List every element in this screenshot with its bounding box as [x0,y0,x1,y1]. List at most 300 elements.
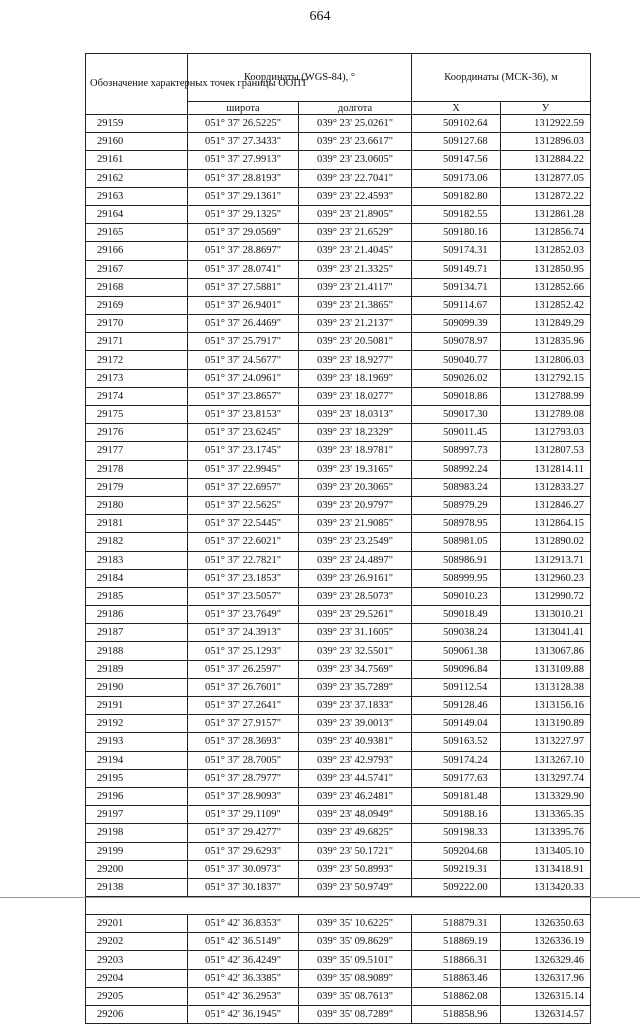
table-row [86,478,591,496]
table-row [86,678,591,696]
longitude-cell: 039° 23' 31.1605" [299,624,412,642]
y-cell: 1312788.99 [501,387,591,405]
point-id-cell: 29205 [86,987,188,1005]
coordinates-table [85,53,591,1024]
table-row [86,697,591,715]
longitude-cell: 039° 35' 09.8629" [299,933,412,951]
latitude-cell: 051° 37' 26.5225" [188,115,299,133]
latitude-cell: 051° 37' 28.8193" [188,169,299,187]
table-row [86,933,591,951]
bottom-rule [0,897,640,898]
table-row [86,115,591,133]
table-row [86,442,591,460]
point-header: Обозначение характерных точек границы ООПТ [86,54,188,115]
y-cell: 1312990.72 [501,587,591,605]
latitude-cell: 051° 37' 29.6293" [188,842,299,860]
longitude-cell: 039° 23' 22.4593" [299,187,412,205]
point-id-cell: 29192 [86,715,188,733]
page-number: 664 [309,9,331,24]
y-cell: 1313190.89 [501,715,591,733]
y-cell: 1313420.33 [501,878,591,896]
table-row [86,242,591,260]
table-row [86,969,591,987]
latitude-cell: 051° 37' 26.2597" [188,660,299,678]
table-row [86,187,591,205]
latitude-cell: 051° 37' 29.4277" [188,824,299,842]
x-header: X [412,102,501,115]
x-cell: 508979.29 [412,496,501,514]
x-cell: 509149.71 [412,260,501,278]
y-cell: 1313418.91 [501,860,591,878]
table-row [86,551,591,569]
y-cell: 1312807.53 [501,442,591,460]
x-cell: 508992.24 [412,460,501,478]
point-id-cell: 29200 [86,860,188,878]
latitude-cell: 051° 37' 27.5881" [188,278,299,296]
table-row [86,424,591,442]
longitude-cell: 039° 23' 21.3865" [299,296,412,314]
wgs-header: Координаты (WGS-84), ° [188,54,412,102]
y-cell: 1312852.66 [501,278,591,296]
latitude-cell: 051° 37' 22.6957" [188,478,299,496]
point-id-cell: 29169 [86,296,188,314]
table-row [86,1006,591,1024]
lat-header: широта [188,102,299,115]
x-cell: 508981.05 [412,533,501,551]
latitude-cell: 051° 37' 29.0569" [188,224,299,242]
table-row [86,151,591,169]
x-cell: 509182.55 [412,205,501,223]
latitude-cell: 051° 37' 26.4469" [188,315,299,333]
x-cell: 509018.86 [412,387,501,405]
section-separator-row [86,897,591,915]
table-row [86,278,591,296]
y-cell: 1313297.74 [501,769,591,787]
point-id-cell: 29138 [86,878,188,896]
x-cell: 509128.46 [412,697,501,715]
x-cell: 509204.68 [412,842,501,860]
latitude-cell: 051° 37' 26.7601" [188,678,299,696]
table-row [86,587,591,605]
latitude-cell: 051° 37' 22.5625" [188,496,299,514]
point-id-cell: 29177 [86,442,188,460]
y-cell: 1313010.21 [501,606,591,624]
table-row [86,133,591,151]
table-row [86,260,591,278]
msk-header: Координаты (МСК-36), м [412,54,591,102]
longitude-cell: 039° 23' 40.9381" [299,733,412,751]
longitude-cell: 039° 23' 18.9277" [299,351,412,369]
x-cell: 508999.95 [412,569,501,587]
table-row [86,915,591,933]
x-cell: 508997.73 [412,442,501,460]
longitude-cell: 039° 23' 28.5073" [299,587,412,605]
table-row [86,987,591,1005]
x-cell: 518869.19 [412,933,501,951]
longitude-cell: 039° 23' 20.3065" [299,478,412,496]
longitude-cell: 039° 35' 08.7613" [299,987,412,1005]
y-cell: 1326329.46 [501,951,591,969]
longitude-cell: 039° 23' 35.7289" [299,678,412,696]
longitude-cell: 039° 23' 49.6825" [299,824,412,842]
latitude-cell: 051° 37' 23.1853" [188,569,299,587]
x-cell: 509127.68 [412,133,501,151]
y-cell: 1312960.23 [501,569,591,587]
table-row [86,533,591,551]
x-cell: 509180.16 [412,224,501,242]
table-row [86,806,591,824]
x-cell: 509181.48 [412,787,501,805]
y-cell: 1313128.38 [501,678,591,696]
longitude-cell: 039° 23' 18.0277" [299,387,412,405]
table-row [86,751,591,769]
x-cell: 509102.64 [412,115,501,133]
y-cell: 1326314.57 [501,1006,591,1024]
table-row [86,715,591,733]
y-cell: 1313405.10 [501,842,591,860]
point-id-cell: 29174 [86,387,188,405]
latitude-cell: 051° 37' 27.3433" [188,133,299,151]
latitude-cell: 051° 37' 28.7977" [188,769,299,787]
longitude-cell: 039° 23' 42.9793" [299,751,412,769]
longitude-cell: 039° 23' 22.7041" [299,169,412,187]
latitude-cell: 051° 37' 23.1745" [188,442,299,460]
table-row [86,315,591,333]
latitude-cell: 051° 37' 28.9093" [188,787,299,805]
latitude-cell: 051° 37' 28.8697" [188,242,299,260]
point-id-cell: 29166 [86,242,188,260]
y-cell: 1312792.15 [501,369,591,387]
point-id-cell: 29197 [86,806,188,824]
latitude-cell: 051° 37' 29.1325" [188,205,299,223]
point-id-cell: 29179 [86,478,188,496]
longitude-cell: 039° 23' 29.5261" [299,606,412,624]
table-row [86,606,591,624]
table-row [86,406,591,424]
latitude-cell: 051° 37' 24.3913" [188,624,299,642]
y-cell: 1312890.02 [501,533,591,551]
longitude-cell: 039° 23' 21.6529" [299,224,412,242]
longitude-cell: 039° 23' 21.2137" [299,315,412,333]
table-row [86,951,591,969]
latitude-cell: 051° 37' 25.1293" [188,642,299,660]
point-id-cell: 29188 [86,642,188,660]
latitude-cell: 051° 37' 23.5057" [188,587,299,605]
x-cell: 509174.31 [412,242,501,260]
longitude-cell: 039° 23' 37.1833" [299,697,412,715]
point-id-cell: 29168 [86,278,188,296]
point-id-cell: 29186 [86,606,188,624]
x-cell: 509188.16 [412,806,501,824]
latitude-cell: 051° 42' 36.3385" [188,969,299,987]
table-row [86,624,591,642]
longitude-cell: 039° 23' 50.1721" [299,842,412,860]
longitude-cell: 039° 23' 19.3165" [299,460,412,478]
latitude-cell: 051° 37' 29.1109" [188,806,299,824]
x-cell: 508983.24 [412,478,501,496]
y-cell: 1326336.19 [501,933,591,951]
latitude-cell: 051° 37' 26.9401" [188,296,299,314]
point-id-cell: 29198 [86,824,188,842]
point-id-cell: 29171 [86,333,188,351]
table-row [86,496,591,514]
point-id-cell: 29195 [86,769,188,787]
x-cell: 509147.56 [412,151,501,169]
latitude-cell: 051° 37' 23.8153" [188,406,299,424]
y-header: У [501,102,591,115]
y-cell: 1313329.90 [501,787,591,805]
y-cell: 1312833.27 [501,478,591,496]
point-id-cell: 29167 [86,260,188,278]
table-row [86,733,591,751]
point-id-cell: 29175 [86,406,188,424]
latitude-cell: 051° 37' 27.9913" [188,151,299,169]
point-id-cell: 29193 [86,733,188,751]
table-row [86,224,591,242]
latitude-cell: 051° 37' 24.0961" [188,369,299,387]
latitude-cell: 051° 37' 22.6021" [188,533,299,551]
x-cell: 509078.97 [412,333,501,351]
table-row [86,369,591,387]
point-id-cell: 29170 [86,315,188,333]
x-cell: 508978.95 [412,515,501,533]
point-id-cell: 29159 [86,115,188,133]
latitude-cell: 051° 42' 36.4249" [188,951,299,969]
point-id-cell: 29206 [86,1006,188,1024]
y-cell: 1313067.86 [501,642,591,660]
x-cell: 518862.08 [412,987,501,1005]
point-id-cell: 29160 [86,133,188,151]
y-cell: 1313227.97 [501,733,591,751]
x-cell: 518863.46 [412,969,501,987]
point-id-cell: 29165 [86,224,188,242]
y-cell: 1312806.03 [501,351,591,369]
longitude-cell: 039° 23' 32.5501" [299,642,412,660]
y-cell: 1313156.16 [501,697,591,715]
point-id-cell: 29191 [86,697,188,715]
y-cell: 1312864.15 [501,515,591,533]
point-id-cell: 29182 [86,533,188,551]
x-cell: 508986.91 [412,551,501,569]
latitude-cell: 051° 37' 22.7821" [188,551,299,569]
point-id-cell: 29162 [86,169,188,187]
point-id-cell: 29180 [86,496,188,514]
point-id-cell: 29189 [86,660,188,678]
table-row [86,842,591,860]
table-row [86,569,591,587]
y-cell: 1312793.03 [501,424,591,442]
latitude-cell: 051° 42' 36.5149" [188,933,299,951]
longitude-cell: 039° 23' 21.4117" [299,278,412,296]
latitude-cell: 051° 37' 22.9945" [188,460,299,478]
y-cell: 1312877.05 [501,169,591,187]
longitude-cell: 039° 23' 26.9161" [299,569,412,587]
x-cell: 509222.00 [412,878,501,896]
x-cell: 509149.04 [412,715,501,733]
longitude-cell: 039° 23' 34.7569" [299,660,412,678]
x-cell: 509182.80 [412,187,501,205]
latitude-cell: 051° 37' 23.7649" [188,606,299,624]
table-row [86,169,591,187]
longitude-cell: 039° 23' 21.8905" [299,205,412,223]
longitude-cell: 039° 23' 50.8993" [299,860,412,878]
x-cell: 518858.96 [412,1006,501,1024]
y-cell: 1312922.59 [501,115,591,133]
y-cell: 1312852.42 [501,296,591,314]
latitude-cell: 051° 42' 36.1945" [188,1006,299,1024]
longitude-cell: 039° 23' 21.3325" [299,260,412,278]
x-cell: 509061.38 [412,642,501,660]
point-id-cell: 29173 [86,369,188,387]
longitude-cell: 039° 23' 46.2481" [299,787,412,805]
x-cell: 509026.02 [412,369,501,387]
point-id-cell: 29203 [86,951,188,969]
point-id-cell: 29178 [86,460,188,478]
longitude-cell: 039° 23' 48.0949" [299,806,412,824]
latitude-cell: 051° 37' 28.3693" [188,733,299,751]
point-id-cell: 29183 [86,551,188,569]
table-row [86,787,591,805]
x-cell: 509163.52 [412,733,501,751]
x-cell: 509112.54 [412,678,501,696]
longitude-cell: 039° 23' 24.4897" [299,551,412,569]
longitude-cell: 039° 23' 25.0261" [299,115,412,133]
point-id-cell: 29163 [86,187,188,205]
x-cell: 509177.63 [412,769,501,787]
x-cell: 518866.31 [412,951,501,969]
y-cell: 1312849.29 [501,315,591,333]
x-cell: 509040.77 [412,351,501,369]
latitude-cell: 051° 37' 28.7005" [188,751,299,769]
point-id-cell: 29161 [86,151,188,169]
longitude-cell: 039° 23' 44.5741" [299,769,412,787]
table-row [86,351,591,369]
latitude-cell: 051° 42' 36.2953" [188,987,299,1005]
latitude-cell: 051° 37' 27.9157" [188,715,299,733]
y-cell: 1312814.11 [501,460,591,478]
x-cell: 509198.33 [412,824,501,842]
y-cell: 1326315.14 [501,987,591,1005]
longitude-cell: 039° 23' 23.0605" [299,151,412,169]
point-id-cell: 29185 [86,587,188,605]
y-cell: 1312884.22 [501,151,591,169]
x-cell: 509099.39 [412,315,501,333]
latitude-cell: 051° 37' 30.0973" [188,860,299,878]
lon-header: долгота [299,102,412,115]
x-cell: 509011.45 [412,424,501,442]
point-id-cell: 29194 [86,751,188,769]
x-cell: 509096.84 [412,660,501,678]
table-row [86,860,591,878]
latitude-cell: 051° 37' 24.5677" [188,351,299,369]
latitude-cell: 051° 37' 29.1361" [188,187,299,205]
table-row [86,333,591,351]
y-cell: 1312850.95 [501,260,591,278]
table-row [86,460,591,478]
longitude-cell: 039° 23' 18.0313" [299,406,412,424]
x-cell: 509219.31 [412,860,501,878]
latitude-cell: 051° 37' 28.0741" [188,260,299,278]
point-id-cell: 29190 [86,678,188,696]
longitude-cell: 039° 23' 18.9781" [299,442,412,460]
x-cell: 509114.67 [412,296,501,314]
longitude-cell: 039° 23' 18.1969" [299,369,412,387]
longitude-cell: 039° 35' 08.9089" [299,969,412,987]
x-cell: 509010.23 [412,587,501,605]
longitude-cell: 039° 35' 08.7289" [299,1006,412,1024]
table-row [86,387,591,405]
point-id-cell: 29196 [86,787,188,805]
latitude-cell: 051° 37' 23.8657" [188,387,299,405]
point-id-cell: 29184 [86,569,188,587]
table-row [86,769,591,787]
y-cell: 1312846.27 [501,496,591,514]
table-header-row [86,54,591,102]
latitude-cell: 051° 42' 36.8353" [188,915,299,933]
y-cell: 1312789.08 [501,406,591,424]
table-row [86,205,591,223]
longitude-cell: 039° 23' 39.0013" [299,715,412,733]
point-id-cell: 29202 [86,933,188,951]
x-cell: 509173.06 [412,169,501,187]
longitude-cell: 039° 23' 20.5081" [299,333,412,351]
longitude-cell: 039° 23' 50.9749" [299,878,412,896]
y-cell: 1312861.28 [501,205,591,223]
latitude-cell: 051° 37' 22.5445" [188,515,299,533]
table-row [86,878,591,896]
point-id-cell: 29164 [86,205,188,223]
y-cell: 1312856.74 [501,224,591,242]
y-cell: 1313041.41 [501,624,591,642]
longitude-cell: 039° 23' 23.2549" [299,533,412,551]
y-cell: 1312872.22 [501,187,591,205]
latitude-cell: 051° 37' 27.2641" [188,697,299,715]
point-id-cell: 29181 [86,515,188,533]
longitude-cell: 039° 23' 21.4045" [299,242,412,260]
longitude-cell: 039° 35' 10.6225" [299,915,412,933]
latitude-cell: 051° 37' 30.1837" [188,878,299,896]
table-row [86,642,591,660]
latitude-cell: 051° 37' 25.7917" [188,333,299,351]
y-cell: 1312896.03 [501,133,591,151]
y-cell: 1312913.71 [501,551,591,569]
y-cell: 1313365.35 [501,806,591,824]
x-cell: 509018.49 [412,606,501,624]
table-row [86,824,591,842]
point-id-cell: 29176 [86,424,188,442]
point-id-cell: 29201 [86,915,188,933]
separator-cell [86,897,591,915]
point-id-cell: 29187 [86,624,188,642]
x-cell: 518879.31 [412,915,501,933]
y-cell: 1326317.96 [501,969,591,987]
y-cell: 1312852.03 [501,242,591,260]
longitude-cell: 039° 23' 20.9797" [299,496,412,514]
table-row [86,296,591,314]
x-cell: 509038.24 [412,624,501,642]
latitude-cell: 051° 37' 23.6245" [188,424,299,442]
point-id-cell: 29199 [86,842,188,860]
y-cell: 1312835.96 [501,333,591,351]
y-cell: 1326350.63 [501,915,591,933]
longitude-cell: 039° 35' 09.5101" [299,951,412,969]
table-row [86,660,591,678]
longitude-cell: 039° 23' 23.6617" [299,133,412,151]
y-cell: 1313267.10 [501,751,591,769]
x-cell: 509134.71 [412,278,501,296]
point-id-cell: 29204 [86,969,188,987]
longitude-cell: 039° 23' 21.9085" [299,515,412,533]
